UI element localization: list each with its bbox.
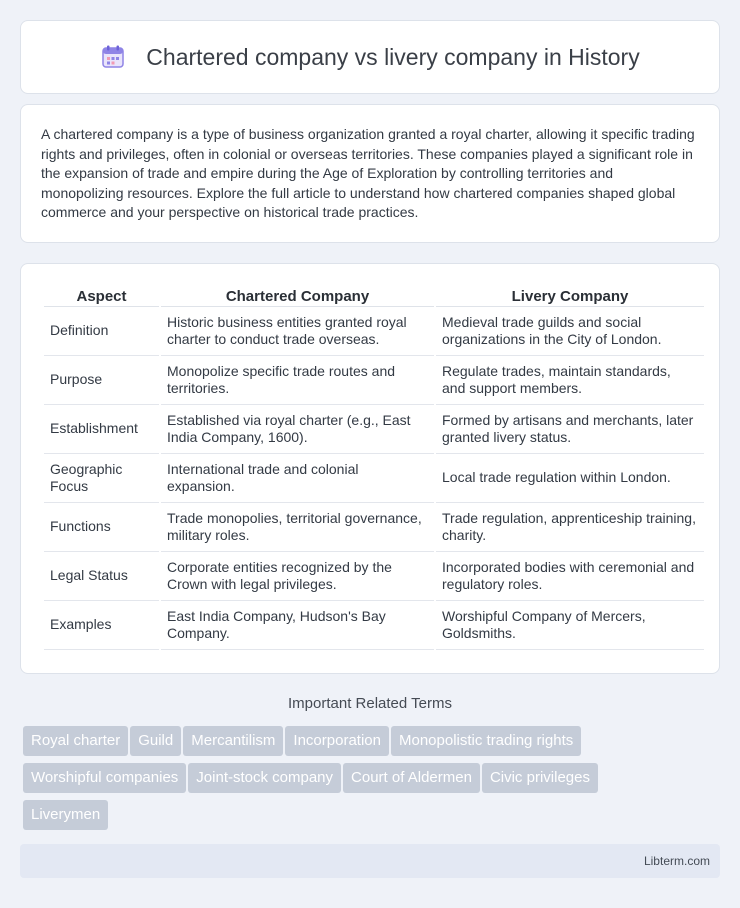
- header-aspect: Aspect: [44, 284, 159, 307]
- related-terms-list: [23, 726, 723, 837]
- table-header-row: [44, 284, 704, 307]
- aspect-cell: Functions: [44, 503, 159, 552]
- related-term-tag[interactable]: Joint-stock company: [188, 763, 341, 793]
- page-title: Chartered company vs livery company in History: [146, 43, 640, 70]
- title-card: [20, 20, 720, 94]
- chartered-cell: Corporate entities recognized by the Crown with legal privileges.: [161, 552, 434, 601]
- related-term-tag[interactable]: Royal charter: [23, 726, 128, 756]
- aspect-cell: Examples: [44, 601, 159, 650]
- related-term-tag[interactable]: Guild: [130, 726, 181, 756]
- related-term-tag[interactable]: Liverymen: [23, 800, 108, 830]
- table-row: [44, 356, 704, 405]
- related-terms-heading: Important Related Terms: [288, 695, 452, 712]
- aspect-cell: Definition: [44, 307, 159, 356]
- aspect-cell: Legal Status: [44, 552, 159, 601]
- chartered-cell: International trade and colonial expansion.: [161, 454, 434, 503]
- livery-cell: Local trade regulation within London.: [436, 454, 704, 503]
- footer-site-link[interactable]: Libterm.com: [643, 854, 710, 868]
- chartered-cell: Established via royal charter (e.g., East India Company, 1600).: [161, 405, 434, 454]
- related-term-tag[interactable]: Court of Aldermen: [343, 763, 480, 793]
- livery-cell: Incorporated bodies with ceremonial and regulatory roles.: [436, 552, 704, 601]
- livery-cell: Formed by artisans and merchants, later granted livery status.: [436, 405, 704, 454]
- table-row: [44, 307, 704, 356]
- header-livery-company: Livery Company: [436, 284, 704, 307]
- aspect-cell: Establishment: [44, 405, 159, 454]
- comparison-card: [20, 263, 720, 674]
- intro-text: A chartered company is a type of business organization granted a royal charter, allowing it specific trading rights and privileges, often in colonial or overseas territories. These companies played a significant role in the expansion of trade and empire during the Age of Exploration by controlling territories and monopolizing resources. Explore the full article to understand how chartered companies shaped global commerce and your perspective on historical trade practices.: [41, 126, 695, 221]
- aspect-cell: Purpose: [44, 356, 159, 405]
- calendar-icon: [100, 44, 126, 70]
- related-term-tag[interactable]: Mercantilism: [183, 726, 283, 756]
- table-row: [44, 503, 704, 552]
- related-term-tag[interactable]: Worshipful companies: [23, 763, 186, 793]
- livery-cell: Trade regulation, apprenticeship training, charity.: [436, 503, 704, 552]
- intro-card: [20, 104, 720, 243]
- livery-cell: Regulate trades, maintain standards, and support members.: [436, 356, 704, 405]
- chartered-cell: Monopolize specific trade routes and territories.: [161, 356, 434, 405]
- livery-cell: Worshipful Company of Mercers, Goldsmiths.: [436, 601, 704, 650]
- chartered-cell: Trade monopolies, territorial governance, military roles.: [161, 503, 434, 552]
- chartered-cell: Historic business entities granted royal charter to conduct trade overseas.: [161, 307, 434, 356]
- livery-cell: Medieval trade guilds and social organizations in the City of London.: [436, 307, 704, 356]
- comparison-table: [42, 284, 706, 650]
- footer: [20, 844, 720, 878]
- table-row: [44, 454, 704, 503]
- chartered-cell: East India Company, Hudson's Bay Company.: [161, 601, 434, 650]
- related-term-tag[interactable]: Monopolistic trading rights: [391, 726, 581, 756]
- table-row: [44, 601, 704, 650]
- aspect-cell: Geographic Focus: [44, 454, 159, 503]
- table-row: [44, 405, 704, 454]
- related-term-tag[interactable]: Civic privileges: [482, 763, 598, 793]
- table-row: [44, 552, 704, 601]
- header-chartered-company: Chartered Company: [161, 284, 434, 307]
- related-term-tag[interactable]: Incorporation: [285, 726, 389, 756]
